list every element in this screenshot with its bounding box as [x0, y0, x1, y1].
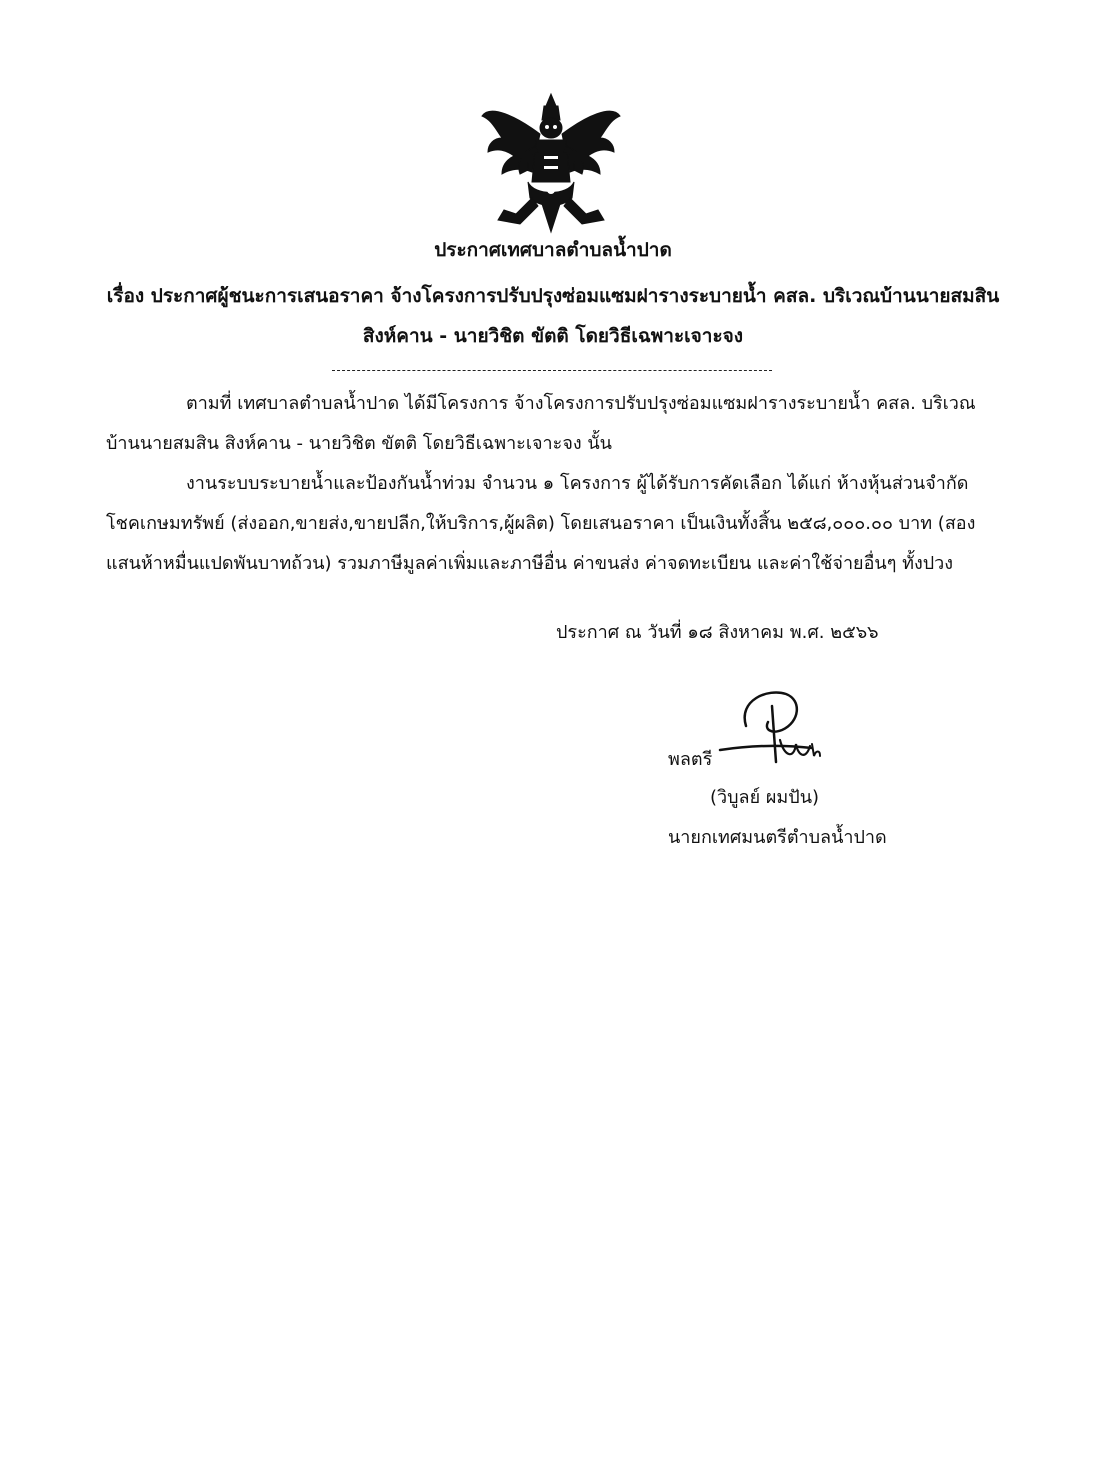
paragraph-line: โชคเกษมทรัพย์ (ส่งออก,ขายส่ง,ขายปลีก,ให้บริการ,ผู้ผลิต) โดยเสนอราคา เป็นเงินทั้งสิ้น ๒๕๘,๐๐๐.๐๐ บาท (สอง: [106, 513, 976, 534]
announcement-subject: [60, 276, 1046, 356]
handwritten-signature-icon: [716, 686, 826, 774]
dashed-divider: [332, 370, 772, 371]
paragraph-project-intro: [106, 384, 1006, 464]
paragraph-line: แสนห้าหมื่นแปดพันบาทถ้วน) รวมภาษีมูลค่าเพิ่มและภาษีอื่น ค่าขนส่ง ค่าจดทะเบียน และค่าใช้จ่ายอื่นๆ ทั้งปวง: [106, 553, 954, 574]
paragraph-line: งานระบบระบายน้ำและป้องกันน้ำท่วม จำนวน ๑ โครงการ ผู้ได้รับการคัดเลือก ได้แก่ ห้างหุ้นส่วนจำกัด: [186, 473, 969, 494]
paragraph-winner-details: [106, 464, 1006, 584]
subject-line: สิงห์คาน - นายวิชิต ขัตติ โดยวิธีเฉพาะเจาะจง: [362, 325, 744, 347]
signer-name: (วิบูลย์ ผมปัน): [710, 787, 820, 808]
paragraph-line: ตามที่ เทศบาลตำบลน้ำปาด ได้มีโครงการ จ้างโครงการปรับปรุงซ่อมแซมฝารางระบายน้ำ คสล. บริเวณ: [186, 393, 976, 414]
signer-position: นายกเทศมนตรีตำบลน้ำปาด: [668, 827, 887, 848]
signer-rank: พลตรี: [668, 749, 713, 770]
subject-line: เรื่อง ประกาศผู้ชนะการเสนอราคา จ้างโครงการปรับปรุงซ่อมแซมฝารางระบายน้ำ คสล. บริเวณบ้านนายสมสิน: [106, 285, 1000, 307]
garuda-emblem-icon: [476, 86, 626, 236]
paragraph-line: บ้านนายสมสิน สิงห์คาน - นายวิชิต ขัตติ โดยวิธีเฉพาะเจาะจง นั้น: [106, 433, 612, 454]
announcement-date: ประกาศ ณ วันที่ ๑๘ สิงหาคม พ.ศ. ๒๕๖๖: [556, 622, 879, 643]
announcement-title: ประกาศเทศบาลตำบลน้ำปาด: [434, 239, 672, 261]
